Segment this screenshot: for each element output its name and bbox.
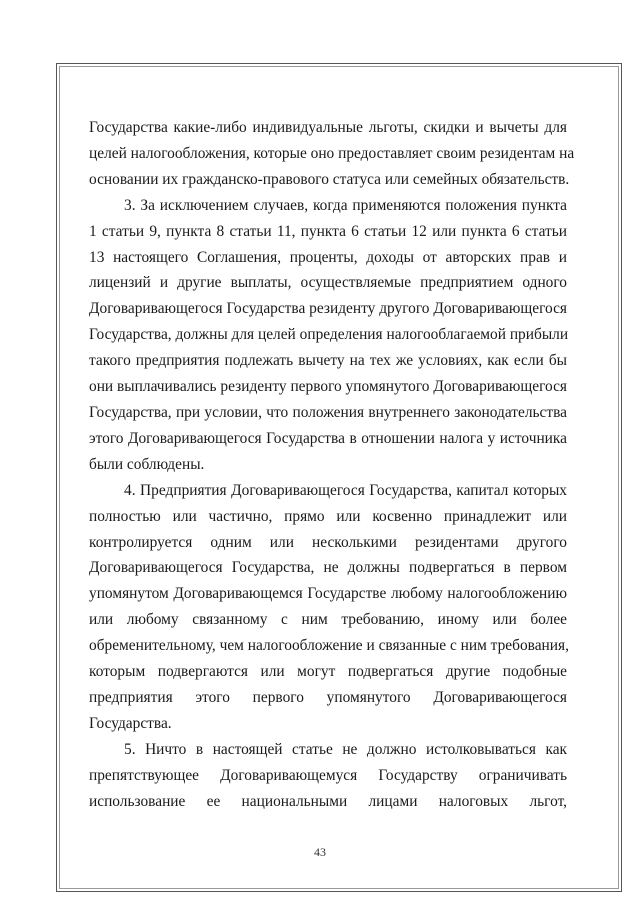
text-line: Государства, при условии, что положения внутреннего законодательства xyxy=(89,403,567,421)
text-line: Договаривающегося Государства резиденту другого Договаривающегося xyxy=(89,300,567,318)
paragraph-3-first-line: 3. За исключением случаев, когда применяются положения пункта xyxy=(124,196,567,214)
text-line: Государства. xyxy=(89,714,172,732)
text-line: лицензий и другие выплаты, осуществляемые предприятием одного xyxy=(89,274,567,292)
text-line: 1 статьи 9, пункта 8 статьи 11, пункта 6 статьи 12 или пункта 6 статьи xyxy=(89,222,567,240)
text-line: обременительному, чем налогообложение и связанные с ним требования, xyxy=(89,637,569,655)
text-line: были соблюдены. xyxy=(89,455,205,473)
document-body xyxy=(89,115,575,814)
text-line: препятствующее Договаривающемуся Государству ограничивать xyxy=(89,766,567,784)
text-line: или любому связанному с ним требованию, иному или более xyxy=(89,611,567,629)
text-line: Государства, должны для целей определения налогооблагаемой прибыли xyxy=(89,326,569,344)
paragraph-4-first-line: 4. Предприятия Договаривающегося Государства, капитал которых xyxy=(124,481,567,499)
text-line: целей налогообложения, которые оно предоставляет своим резидентам на xyxy=(89,144,575,162)
text-line: 13 настоящего Соглашения, проценты, доходы от авторских прав и xyxy=(89,248,567,266)
text-line: предприятия этого первого упомянутого Договаривающегося xyxy=(89,688,567,706)
text-line: Государства какие-либо индивидуальные льготы, скидки и вычеты для xyxy=(89,119,567,136)
text-line: они выплачивались резиденту первого упомянутого Договаривающегося xyxy=(89,378,567,396)
text-line: которым подвергаются или могут подвергаться другие подобные xyxy=(89,663,567,681)
text-line: этого Договаривающегося Государства в отношении налога у источника xyxy=(89,429,567,447)
page-number: 43 xyxy=(314,845,326,859)
text-line: полностью или частично, прямо или косвенно принадлежит или xyxy=(89,507,567,525)
text-line: основании их гражданско-правового статуса или семейных обязательств. xyxy=(89,170,570,188)
text-line: контролируется одним или несколькими резидентами другого xyxy=(89,533,567,551)
paragraph-5-first-line: 5. Ничто в настоящей статье не должно истолковываться как xyxy=(124,740,567,758)
text-line: использование ее национальными лицами налоговых льгот, xyxy=(89,792,567,810)
text-line: Договаривающегося Государства, не должны подвергаться в первом xyxy=(89,559,567,577)
text-line: упомянутом Договаривающемся Государстве любому налогообложению xyxy=(89,585,567,603)
text-line: такого предприятия подлежать вычету на тех же условиях, как если бы xyxy=(89,352,567,370)
